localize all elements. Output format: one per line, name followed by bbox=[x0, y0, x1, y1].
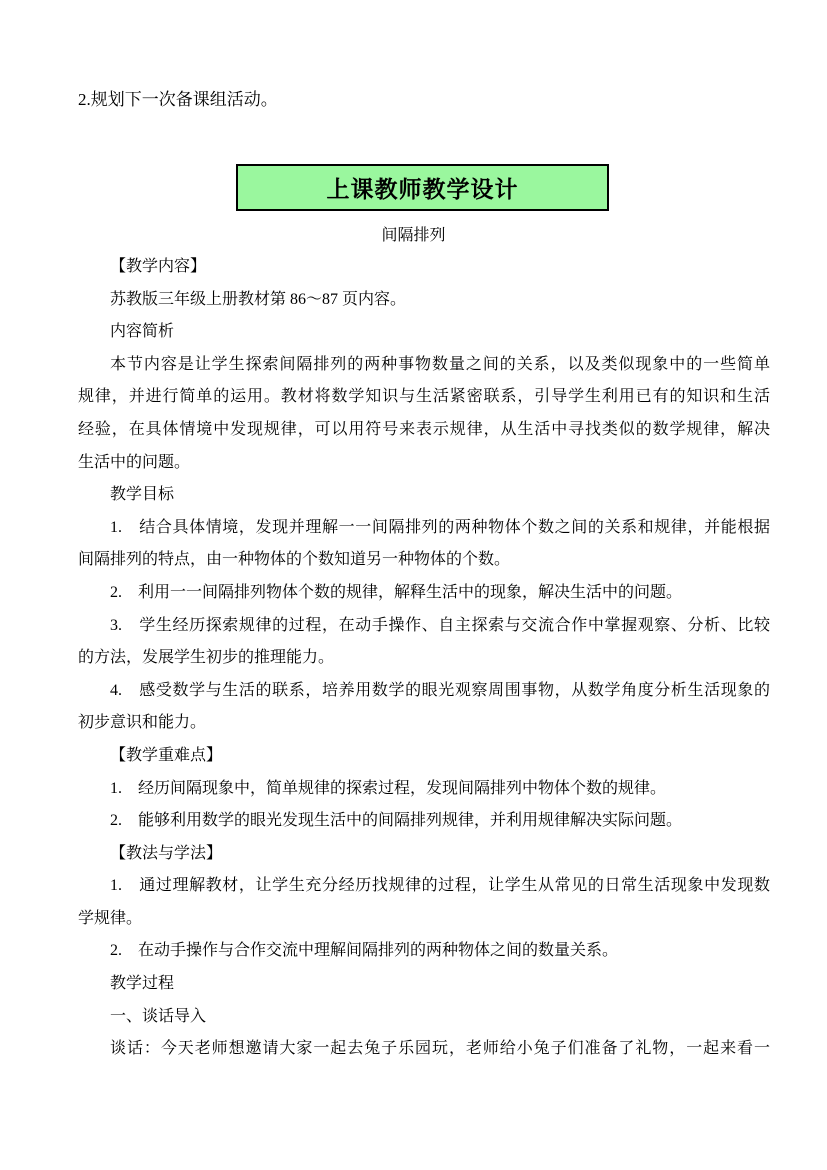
text-line: 3. 学生经历探索规律的过程，在动手操作、自主探索与交流合作中掌握观察、分析、比较 bbox=[110, 616, 770, 634]
lesson-subtitle: 间隔排列 bbox=[381, 227, 446, 244]
text-line: 的方法，发展学生初步的推理能力。 bbox=[78, 649, 335, 667]
text-line: 2. 能够利用数学的眼光发现生活中的间隔排列规律，并利用规律解决实际问题。 bbox=[110, 812, 683, 830]
text-line: 1. 结合具体情境，发现并理解一一间隔排列的两种物体个数之间的关系和规律，并能根据 bbox=[110, 518, 770, 536]
text-line: 1. 经历间隔现象中，简单规律的探索过程，发现间隔排列中物体个数的规律。 bbox=[110, 779, 667, 797]
text-line: 间隔排列的特点，由一种物体的个数知道另一种物体的个数。 bbox=[78, 551, 511, 569]
text-line: 2. 在动手操作与合作交流中理解间隔排列的两种物体之间的数量关系。 bbox=[110, 942, 619, 960]
section-banner bbox=[236, 164, 609, 211]
text-line: 教学目标 bbox=[110, 486, 175, 504]
text-line: 苏教版三年级上册教材第 86～87 页内容。 bbox=[110, 290, 407, 308]
text-line: 本节内容是让学生探索间隔排列的两种事物数量之间的关系，以及类似现象中的一些简单 bbox=[110, 355, 770, 373]
text-line: 规律，并进行简单的运用。教材将数学知识与生活紧密联系，引导学生利用已有的知识和生活 bbox=[78, 388, 770, 406]
top-note-line: 2.规划下一次备课组活动。 bbox=[78, 90, 278, 109]
text-line: 4. 感受数学与生活的联系，培养用数学的眼光观察周围事物，从数学角度分析生活现象的 bbox=[110, 681, 770, 699]
text-line: 生活中的问题。 bbox=[78, 453, 191, 471]
text-line: 学规律。 bbox=[78, 909, 143, 927]
text-line: 一、谈话导入 bbox=[110, 1007, 207, 1025]
text-line: 内容简析 bbox=[110, 323, 175, 341]
text-line: 1. 通过理解教材，让学生充分经历找规律的过程，让学生从常见的日常生活现象中发现数 bbox=[110, 877, 770, 895]
text-line: 【教学重难点】 bbox=[110, 746, 223, 764]
text-line: 经验，在具体情境中发现规律，可以用符号来表示规律，从生活中寻找类似的数学规律，解决 bbox=[78, 420, 770, 438]
text-line: 谈话：今天老师想邀请大家一起去兔子乐园玩，老师给小兔子们准备了礼物，一起来看一 bbox=[110, 1040, 770, 1058]
text-line: 2. 利用一一间隔排列物体个数的规律，解释生活中的现象，解决生活中的问题。 bbox=[110, 583, 683, 601]
text-line: 【教法与学法】 bbox=[110, 844, 223, 862]
text-line: 【教学内容】 bbox=[110, 258, 207, 275]
banner-title: 上课教师教学设计 bbox=[326, 176, 519, 202]
text-line: 初步意识和能力。 bbox=[78, 714, 207, 732]
text-line: 教学过程 bbox=[110, 975, 175, 993]
document-body bbox=[78, 251, 770, 1066]
